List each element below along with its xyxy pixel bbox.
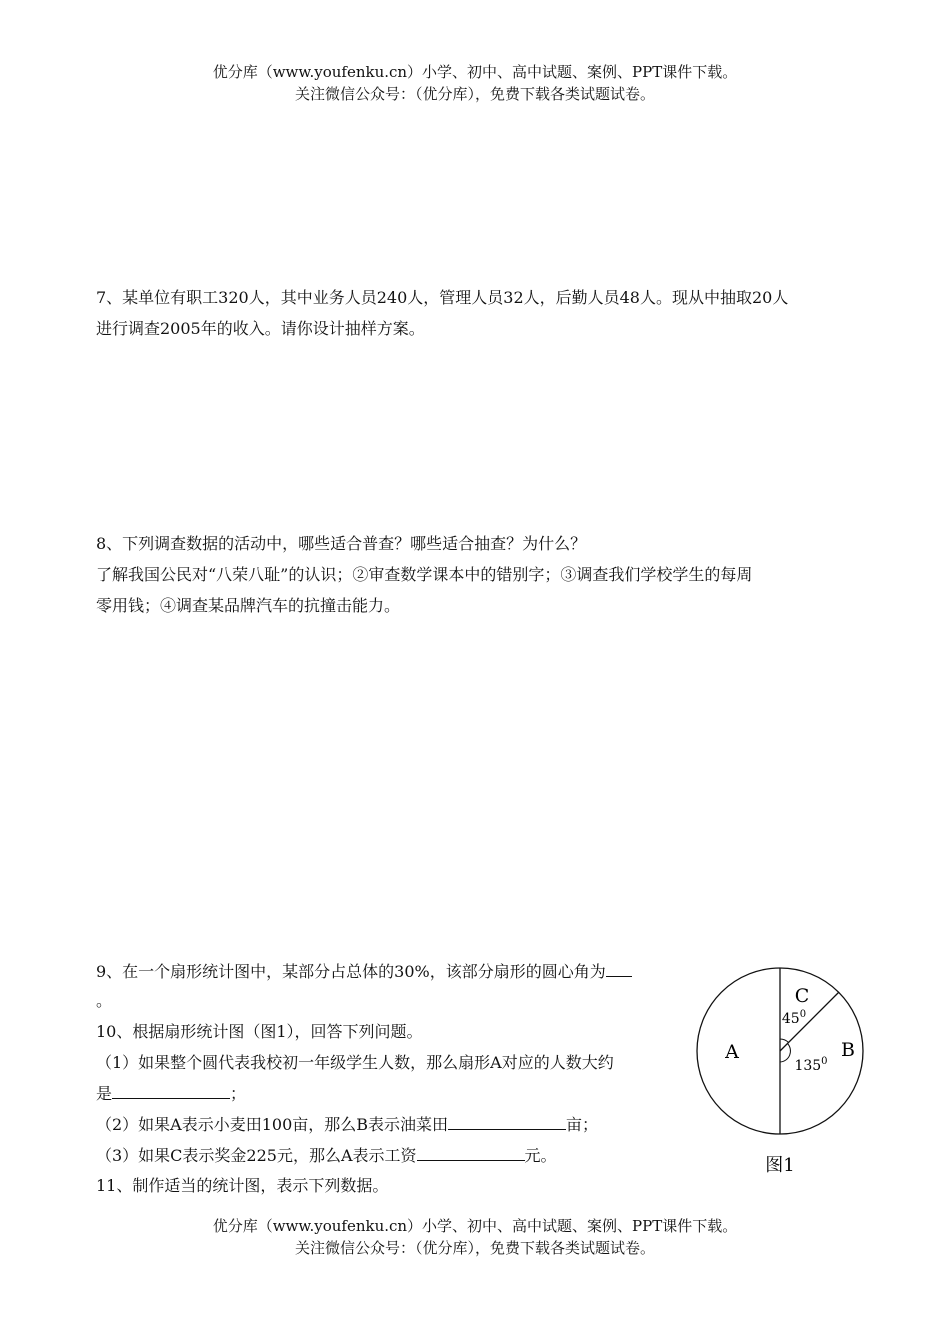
q10-part2-prefix: （2）如果A表示小麦田100亩，那么B表示油菜田 — [96, 1115, 449, 1134]
q10-part2-answer-blank[interactable] — [448, 1113, 566, 1130]
q7-line-2: 进行调查2005年的收入。请你设计抽样方案。 — [96, 319, 425, 338]
figure-caption: 图1 — [765, 1155, 795, 1176]
degree-mark-b: 0 — [821, 1056, 828, 1067]
sector-label-b: B — [841, 1039, 855, 1061]
pie-chart-figure-1 — [692, 966, 872, 1181]
q8-line-1: 8、下列调查数据的活动中，哪些适合普查？哪些适合抽查？为什么？ — [96, 534, 587, 553]
q10-part1-line-2 — [96, 1082, 246, 1105]
q9-line-2: 。 — [96, 991, 113, 1010]
q9-text: 9、在一个扇形统计图中，某部分占总体的30%，该部分扇形的圆心角为 — [96, 962, 606, 981]
q10-part2 — [96, 1113, 598, 1136]
footer-line-2: 关注微信公众号：（优分库），免费下载各类试题试卷。 — [294, 1239, 655, 1257]
header-line-1: 优分库（www.youfenku.cn）小学、初中、高中试题、案例、PPT课件下载。 — [212, 63, 738, 81]
q8-line-3: 零用钱；④调查某品牌汽车的抗撞击能力。 — [96, 596, 401, 615]
footer-line-1: 优分库（www.youfenku.cn）小学、初中、高中试题、案例、PPT课件下载。 — [212, 1217, 738, 1235]
q10-part1-line-1: （1）如果整个圆代表我校初一年级学生人数，那么扇形A对应的人数大约 — [96, 1053, 614, 1072]
q10-part1-suffix: ； — [230, 1084, 247, 1103]
q9-answer-blank[interactable] — [606, 960, 632, 977]
q11-line-1: 11、制作适当的统计图，表示下列数据。 — [96, 1176, 389, 1195]
q10-part2-suffix: 亩； — [566, 1115, 599, 1134]
q8-line-2: 了解我国公民对“八荣八耻”的认识；②审查数学课本中的错别字；③调查我们学校学生的每周 — [96, 565, 753, 584]
angle-label-c — [782, 1009, 806, 1027]
angle-value-b: 135 — [794, 1058, 822, 1074]
q9-line-1 — [96, 960, 632, 983]
q10-title: 10、根据扇形统计图（图1），回答下列问题。 — [96, 1022, 423, 1041]
angle-label-b — [794, 1056, 827, 1074]
sector-label-a: A — [725, 1041, 739, 1063]
q10-part1-prefix: 是 — [96, 1084, 113, 1103]
angle-value-c: 45 — [781, 1011, 800, 1027]
q10-part3 — [96, 1144, 557, 1167]
sector-label-c: C — [794, 985, 810, 1007]
q10-part1-answer-blank[interactable] — [112, 1082, 230, 1099]
q10-part3-suffix: 元。 — [524, 1146, 557, 1165]
degree-mark-c: 0 — [799, 1009, 807, 1020]
q10-part3-prefix: （3）如果C表示奖金225元，那么A表示工资 — [96, 1146, 417, 1165]
q7-line-1: 7、某单位有职工320人，其中业务人员240人，管理人员32人，后勤人员48人。现从中抽取20人 — [96, 288, 789, 307]
header-line-2: 关注微信公众号：（优分库），免费下载各类试题试卷。 — [294, 85, 655, 103]
angle-arc-c — [780, 1039, 789, 1043]
q10-part3-answer-blank[interactable] — [417, 1144, 525, 1161]
